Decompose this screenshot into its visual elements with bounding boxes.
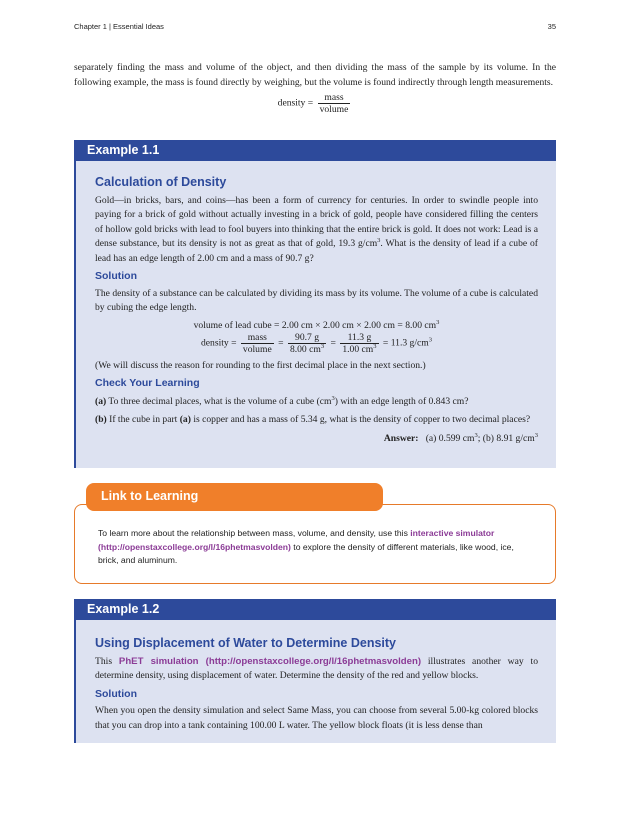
phet-simulation-link[interactable]: PhET simulation (http://openstaxcollege.org/l/16phetmasvolden) [118, 655, 422, 667]
link-to-learning-label: Link to Learning [101, 489, 199, 503]
example-2-solution-text: When you open the density simulation and select Same Mass, you can choose from several 5.00-kg colored blocks that you can drop into a tank containing 100.00 L water. The yellow block floats (it is less dense than [95, 705, 538, 731]
example-1-title: Calculation of Density [95, 175, 227, 189]
density-equation [74, 92, 556, 115]
example-2-label: Example 1.2 [87, 602, 160, 616]
link-to-learning-tab [86, 483, 383, 511]
intro-paragraph: separately finding the mass and volume of the object, and then dividing the mass of the sample by its volume. In the following example, the mass is found directly by weighing, but the volume is found indirectly through length measurements. [74, 62, 556, 88]
intro-section [74, 61, 556, 115]
fraction-unit: $\frac{11.3 g}{1.00 cm^3}$ [342, 331, 377, 355]
question-b: (b) If the cube in part (a) is copper and has a mass of 5.34 g, what is the density of copper to two decimal places? [95, 414, 531, 425]
example-2-solution-heading: Solution [95, 687, 137, 700]
link-to-learning-text: To learn more about the relationship between mass, volume, and density, use this interactive simulator (http://openstaxcollege.org/l/16phetmasvolden) to explore the density of different materials, like wood, ice, brick, and aluminum. [98, 528, 514, 565]
example-2-problem: This PhET simulation (http://openstaxcollege.org/l/16phetmasvolden) illustrates another way to determine density, using displacement of water. Determine the density of the red and yellow blocks. [95, 655, 538, 681]
example-2-header [74, 599, 556, 620]
density-label: density = [277, 97, 314, 109]
answer-label: Answer: [383, 432, 419, 444]
interactive-simulator-link[interactable]: interactive simulator (http://openstaxcollege.org/l/16phetmasvolden) [98, 528, 495, 552]
page-header [74, 22, 556, 31]
rounding-note: (We will discuss the reason for rounding to the first decimal place in the next section.) [95, 359, 426, 371]
solution-heading: Solution [95, 270, 137, 282]
density-fraction [318, 92, 351, 115]
example-2-title: Using Displacement of Water to Determine Density [95, 636, 396, 650]
answer-line: Answer: (a) 0.599 $cm^3$; (b) 8.91 $g/cm^3$ [383, 431, 538, 444]
fraction-denominator: volume [319, 104, 349, 115]
example-1-label: Example 1.1 [87, 143, 160, 157]
question-a: (a) To three decimal places, what is the volume of a cube $(cm^3)$ with an edge length of 0.843 cm? [95, 394, 469, 407]
fraction-numerator: mass [318, 92, 351, 104]
density-calculation: density = $\frac{\text{mass}}{\text{volume}}$ = $\frac{90.7 g}{8.00 cm^3}$ = $\frac{11.3 g}{1.00 cm^3}$ = 11.3 $g/cm^3$ [200, 331, 432, 355]
example-1-header [74, 140, 556, 161]
fraction-values: $\frac{90.7 g}{8.00 cm^3}$ [289, 331, 325, 355]
solution-text: The density of a substance can be calculated by dividing its mass by its volume. The volume of a cube is calculated by cubing the edge length. [95, 287, 538, 313]
example-1-body [74, 161, 556, 468]
example-2-body [74, 620, 556, 743]
volume-equation: volume of lead cube = 2.00 cm × 2.00 cm × 2.00 cm = 8.00 $cm^3$ [193, 318, 440, 331]
example-1-problem: Gold—in bricks, bars, and coins—has been a form of currency for centuries. In order to swindle people into paying for a brick of gold without actually investing in a brick of gold, people have considered filling the centers of hollow gold bricks with lead to fool buyers into thinking that the entire brick is gold. It does not work: Lead is a dense substance, but its density is not as great as that of gold, 19.3 $g/cm^3$. What is the density of lead if a cube of lead has an edge length of 2.00 cm and a mass of 90.7 g? [95, 194, 538, 264]
chapter-label: Chapter 1 | Essential Ideas [74, 22, 164, 31]
page-number: 35 [547, 22, 556, 31]
fraction-mass-volume: $\frac{\text{mass}}{\text{volume}}$ [242, 331, 272, 355]
check-your-learning-heading: Check Your Learning [95, 377, 200, 389]
